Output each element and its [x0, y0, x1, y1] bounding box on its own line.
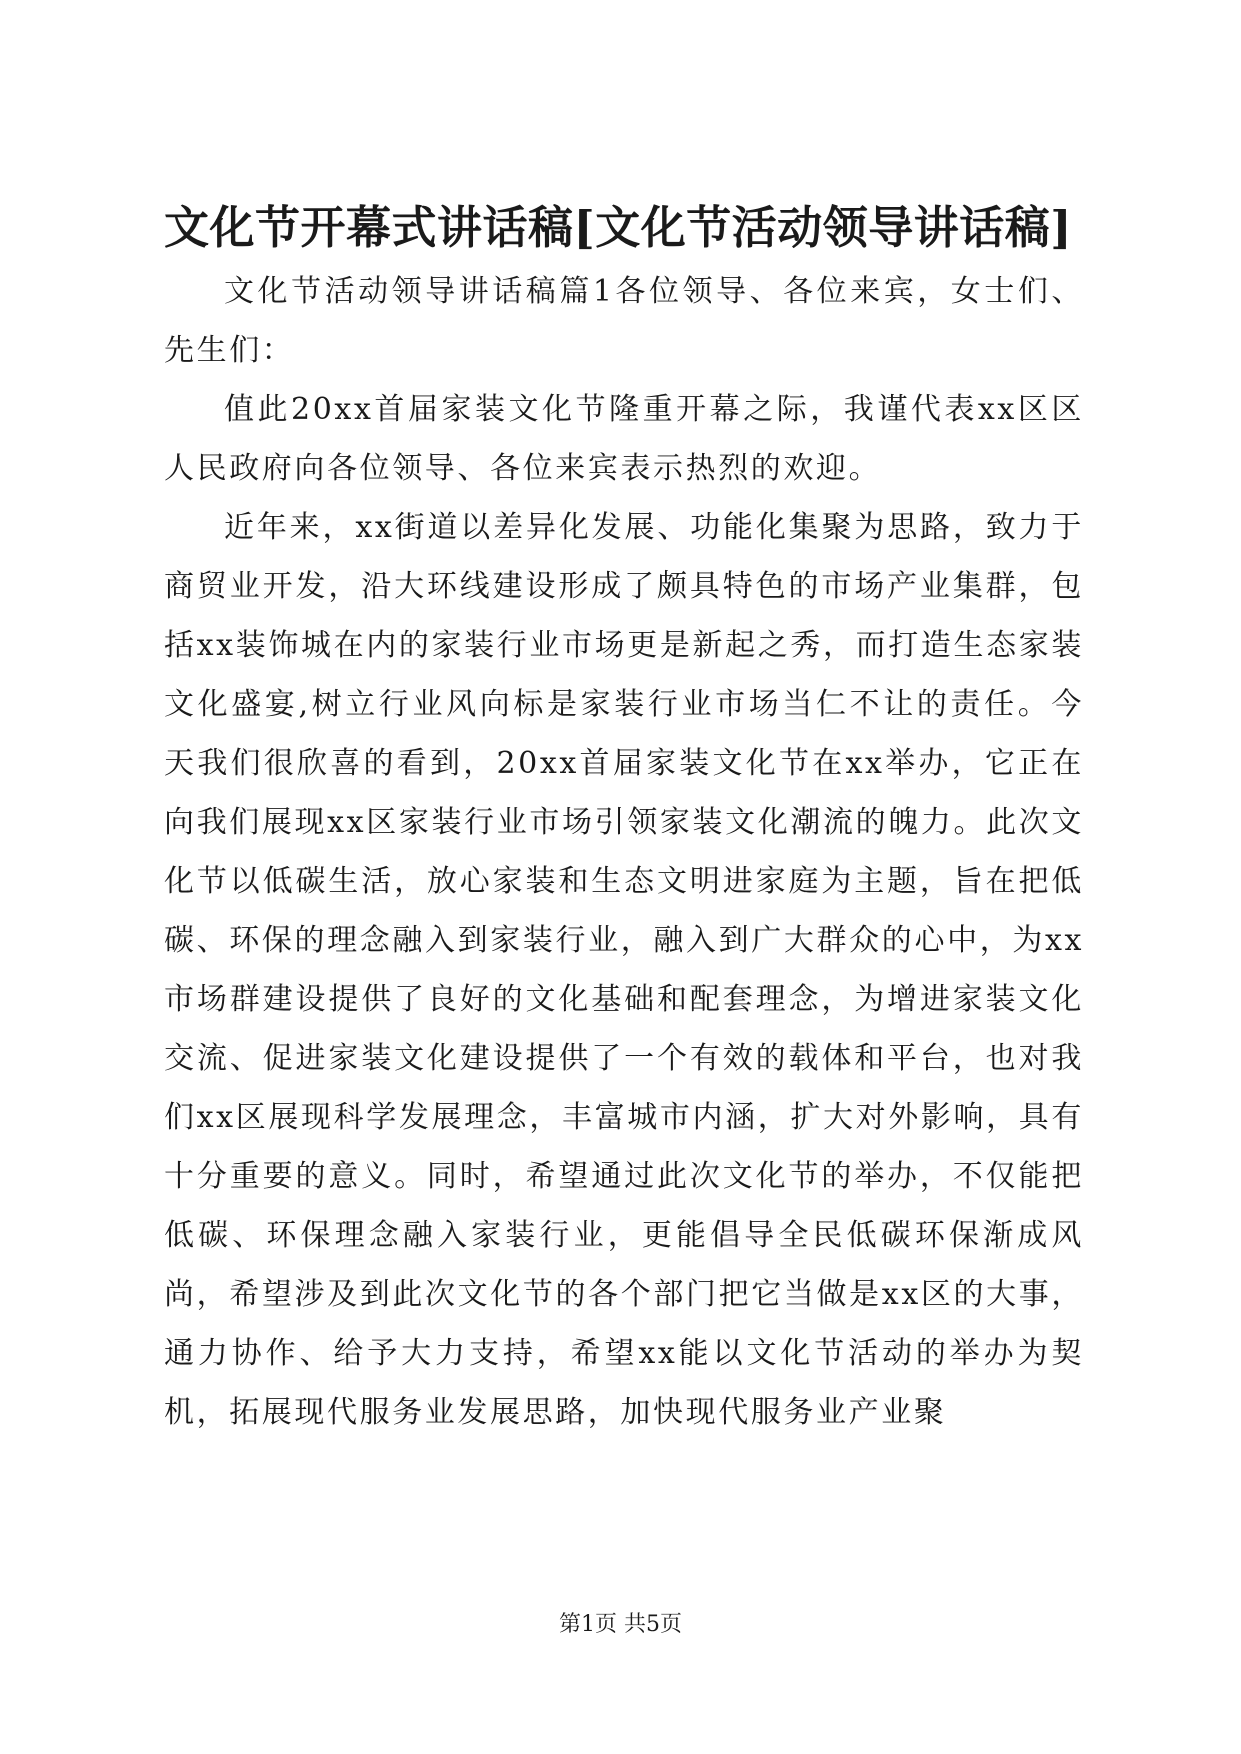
document-title: 文化节开幕式讲话稿[文化节活动领导讲话稿] — [164, 201, 1073, 254]
paragraph-welcome: 值此20xx首届家装文化节隆重开幕之际，我谨代表xx区区人民政府向各位领导、各位来宾表示热烈的欢迎。 — [164, 392, 1084, 486]
document-body — [164, 262, 1084, 1442]
paragraph-greeting: 文化节活动领导讲话稿篇1各位领导、各位来宾，女士们、先生们： — [164, 274, 1084, 368]
paragraph-main: 近年来，xx街道以差异化发展、功能化集聚为思路，致力于商贸业开发，沿大环线建设形成了颇具特色的市场产业集群，包括xx装饰城在内的家装行业市场更是新起之秀，而打造生态家装文化盛宴,树立行业风向标是家装行业市场当仁不让的责任。今天我们很欣喜的看到，20xx首届家装文化节在xx举办，它正在向我们展现xx区家装行业市场引领家装文化潮流的魄力。此次文化节以低碳生活，放心家装和生态文明进家庭为主题，旨在把低碳、环保的理念融入到家装行业，融入到广大群众的心中，为xx市场群建设提供了良好的文化基础和配套理念，为增进家装文化交流、促进家装文化建设提供了一个有效的载体和平台，也对我们xx区展现科学发展理念，丰富城市内涵，扩大对外影响，具有十分重要的意义。同时，希望通过此次文化节的举办，不仅能把低碳、环保理念融入家装行业，更能倡导全民低碳环保渐成风尚，希望涉及到此次文化节的各个部门把它当做是xx区的大事，通力协作、给予大力支持，希望xx能以文化节活动的举办为契机，拓展现代服务业发展思路，加快现代服务业产业聚 — [164, 510, 1084, 1430]
page-footer: 第1页 共5页 — [559, 1612, 682, 1637]
